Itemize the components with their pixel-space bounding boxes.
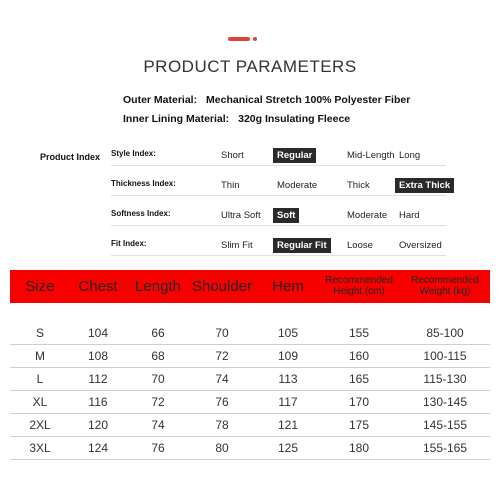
- table-cell: 74: [215, 372, 229, 386]
- table-cell: 76: [215, 395, 229, 409]
- index-option-selected: Regular: [273, 148, 316, 163]
- outer-material-value: Mechanical Stretch 100% Polyester Fiber: [206, 94, 411, 106]
- table-header-cell: Length: [135, 277, 181, 295]
- table-cell: 2XL: [29, 418, 51, 432]
- table-row: [10, 322, 490, 345]
- table-cell: 116: [88, 395, 108, 409]
- table-cell: 175: [348, 418, 370, 432]
- table-cell: XL: [32, 395, 48, 409]
- table-row: [10, 345, 490, 368]
- table-header-cell: Recommended Weight (kg): [411, 275, 479, 297]
- outer-material: [123, 94, 410, 106]
- index-option: Loose: [347, 240, 373, 251]
- table-cell: 112: [88, 372, 108, 386]
- index-option: Hard: [399, 210, 420, 221]
- table-cell: 74: [151, 418, 165, 432]
- index-option: Thick: [347, 180, 370, 191]
- index-option: Mid-Length: [347, 150, 395, 161]
- table-cell: 170: [348, 395, 370, 409]
- decorative-accent: [228, 37, 260, 42]
- table-cell: 105: [277, 326, 299, 340]
- page-title: PRODUCT PARAMETERS: [143, 57, 357, 76]
- table-cell: 80: [215, 441, 229, 455]
- table-cell: 85-100: [426, 326, 464, 340]
- index-row: [111, 233, 446, 256]
- table-cell: 70: [151, 372, 165, 386]
- table-cell: 68: [151, 349, 165, 363]
- index-key: Fit Index:: [111, 239, 147, 248]
- table-row: [10, 368, 490, 391]
- outer-material-label: Outer Material:: [123, 94, 198, 106]
- table-cell: 165: [348, 372, 370, 386]
- table-header-cell: Size: [25, 277, 55, 295]
- table-cell: 125: [277, 441, 299, 455]
- product-index-panel: [26, 139, 476, 257]
- table-cell: 76: [151, 441, 165, 455]
- table-cell: L: [36, 372, 44, 386]
- table-header-cell: Chest: [78, 277, 118, 295]
- index-key: Thickness Index:: [111, 179, 176, 188]
- table-header-cell: Recommended Height (cm): [325, 275, 393, 297]
- table-cell: 115-130: [423, 372, 467, 386]
- table-row: [10, 414, 490, 437]
- index-option: Slim Fit: [221, 240, 253, 251]
- table-cell: 120: [87, 418, 109, 432]
- inner-lining-material: [123, 113, 350, 125]
- index-row: [111, 173, 451, 196]
- table-cell: 72: [151, 395, 165, 409]
- index-option: Moderate: [347, 210, 388, 221]
- index-option: Moderate: [277, 180, 318, 191]
- table-cell: 100-115: [423, 349, 467, 363]
- index-option: Short: [221, 150, 244, 161]
- index-row: [111, 143, 446, 166]
- index-option-selected: Extra Thick: [395, 178, 454, 193]
- table-cell: 113: [278, 372, 298, 386]
- index-option: Oversized: [399, 240, 442, 251]
- index-option-selected: Soft: [273, 208, 299, 223]
- index-key: Style Index:: [111, 149, 156, 158]
- table-cell: 160: [348, 349, 370, 363]
- table-cell: 70: [215, 326, 229, 340]
- table-cell: 155: [348, 326, 370, 340]
- table-cell: 155-165: [422, 441, 468, 455]
- table-cell: M: [35, 349, 45, 363]
- table-cell: 121: [277, 418, 299, 432]
- table-cell: 124: [87, 441, 109, 455]
- table-cell: 145-155: [422, 418, 468, 432]
- table-row: [10, 437, 490, 460]
- table-cell: S: [35, 326, 44, 340]
- size-table-header: [10, 270, 490, 303]
- table-cell: 104: [87, 326, 109, 340]
- table-cell: 180: [348, 441, 370, 455]
- table-header-cell: Hem: [272, 277, 304, 295]
- table-cell: 66: [151, 326, 165, 340]
- accent-dot: [253, 37, 257, 41]
- inner-lining-value: 320g Insulating Fleece: [238, 113, 351, 125]
- product-index-label: Product Index: [40, 152, 101, 162]
- inner-lining-label: Inner Lining Material:: [123, 113, 230, 125]
- table-cell: 109: [277, 349, 299, 363]
- index-option: Thin: [221, 180, 240, 191]
- accent-bar: [228, 37, 250, 41]
- index-option: Long: [399, 150, 421, 161]
- table-cell: 117: [278, 395, 298, 409]
- index-row: [111, 203, 446, 226]
- index-key: Softness Index:: [111, 209, 171, 218]
- table-cell: 130-145: [422, 395, 468, 409]
- index-option: Ultra Soft: [221, 210, 261, 221]
- table-cell: 72: [215, 349, 229, 363]
- table-cell: 108: [87, 349, 109, 363]
- table-cell: 78: [215, 418, 229, 432]
- index-option-selected: Regular Fit: [273, 238, 331, 253]
- table-header-cell: Shoulder: [191, 277, 253, 295]
- table-cell: 3XL: [29, 441, 51, 455]
- table-row: [10, 391, 490, 414]
